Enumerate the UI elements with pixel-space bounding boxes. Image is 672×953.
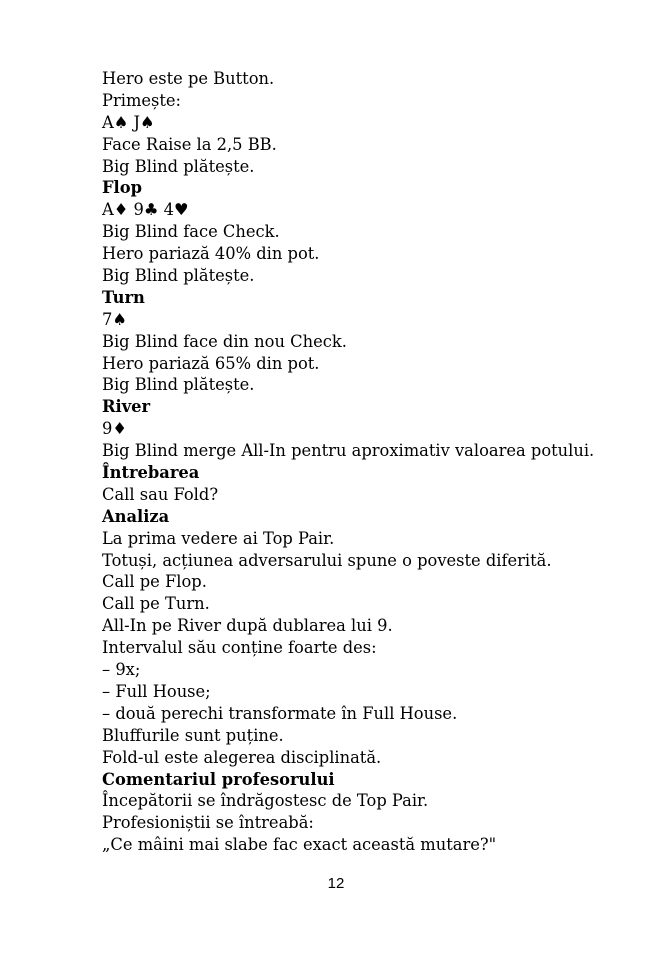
- text-line: Big Blind plătește.: [102, 266, 255, 286]
- text-line: 9♦: [102, 419, 127, 439]
- page-number: 12: [327, 875, 345, 892]
- text-line: Big Blind face din nou Check.: [102, 331, 347, 351]
- text-line: Call sau Fold?: [102, 484, 219, 504]
- text-line: Big Blind face Check.: [102, 222, 280, 242]
- text-line: Face Raise la 2,5 BB.: [102, 134, 277, 154]
- text-line: – două perechi transformate în Full House.: [102, 703, 458, 723]
- text-line: – Full House;: [102, 681, 211, 701]
- section-heading: Comentariul profesorului: [102, 769, 335, 789]
- text-line: Intervalul său conține foarte des:: [102, 638, 377, 658]
- text-line: 7♠: [102, 309, 127, 329]
- section-heading: Analiza: [102, 506, 170, 526]
- text-line: Bluffurile sunt puține.: [102, 725, 284, 745]
- section-heading: River: [102, 397, 151, 417]
- text-line: Primește:: [102, 90, 182, 110]
- text-line: – 9x;: [102, 660, 141, 680]
- section-heading: Flop: [102, 178, 142, 198]
- text-line: Big Blind merge All-In pentru aproximativ valoarea potului.: [102, 441, 595, 461]
- text-line: Hero pariază 65% din pot.: [102, 353, 320, 373]
- text-line: Hero este pe Button.: [102, 69, 275, 88]
- text-line: La prima vedere ai Top Pair.: [102, 528, 335, 548]
- section-heading: Întrebarea: [102, 463, 200, 483]
- text-line: Fold-ul este alegerea disciplinată.: [102, 747, 382, 767]
- section-heading: Turn: [102, 287, 145, 307]
- text-line: A♠ J♠: [102, 112, 155, 132]
- document-body: [102, 68, 595, 856]
- text-line: Începătorii se îndrăgostesc de Top Pair.: [102, 791, 429, 811]
- text-line: Totuși, acțiunea adversarului spune o poveste diferită.: [102, 550, 552, 570]
- text-line: Call pe Turn.: [102, 594, 210, 614]
- text-line: Call pe Flop.: [102, 572, 207, 592]
- text-line: All-In pe River după dublarea lui 9.: [102, 616, 393, 636]
- text-line: „Ce mâini mai slabe fac exact această mutare?": [102, 835, 497, 855]
- text-line: A♦ 9♣ 4♥: [102, 200, 189, 220]
- text-line: Profesioniștii se întreabă:: [102, 813, 314, 833]
- text-line: Big Blind plătește.: [102, 375, 255, 395]
- text-line: Hero pariază 40% din pot.: [102, 244, 320, 264]
- text-line: Big Blind plătește.: [102, 156, 255, 176]
